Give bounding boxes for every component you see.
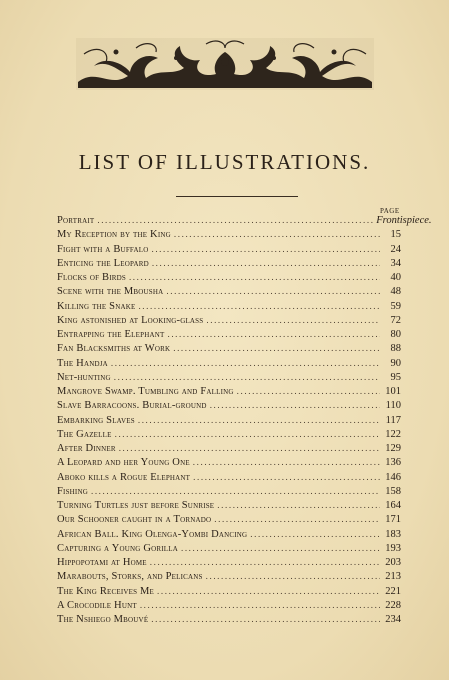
illustration-title: Scene with the Mbousha xyxy=(57,286,164,298)
page-number: 122 xyxy=(385,428,401,440)
page-number: 193 xyxy=(385,542,401,554)
leader-dots xyxy=(174,229,380,239)
list-item xyxy=(57,557,401,571)
illustration-title: Capturing a Young Gorilla xyxy=(57,542,178,554)
list-item xyxy=(57,514,401,528)
page-number: 48 xyxy=(390,286,401,298)
page-number: 228 xyxy=(385,599,401,611)
title-divider-rule xyxy=(176,196,298,197)
list-item xyxy=(57,358,401,372)
leader-dots xyxy=(138,301,380,311)
page-number: 117 xyxy=(385,414,401,426)
illustration-title: A Crocodile Hunt xyxy=(57,599,137,611)
list-item xyxy=(57,272,401,286)
illustration-title: Entrapping the Elephant xyxy=(57,329,165,340)
list-item xyxy=(57,315,401,329)
leader-dots xyxy=(237,386,380,396)
page-number: 101 xyxy=(385,386,401,397)
page-number: 164 xyxy=(385,500,401,511)
leader-dots xyxy=(115,429,380,439)
illustration-title: Fan Blacksmiths at Work xyxy=(57,343,171,355)
page-number: 24 xyxy=(390,243,401,255)
illustration-title: The Handja xyxy=(57,357,108,369)
list-item xyxy=(57,244,401,258)
leader-dots xyxy=(167,329,380,339)
illustration-title: The King Receives Me xyxy=(57,585,155,597)
page-number: 183 xyxy=(385,528,401,540)
leader-dots xyxy=(173,343,380,353)
illustration-title: Enticing the Leopard xyxy=(57,257,149,269)
page-number: 213 xyxy=(385,571,401,583)
illustration-title: Hippopotami at Home xyxy=(57,557,147,568)
list-item xyxy=(57,372,401,386)
leader-dots xyxy=(157,586,380,596)
page-number: 234 xyxy=(385,614,401,625)
illustration-title: The Nshiego Mbouvé xyxy=(57,614,149,625)
page-number: 88 xyxy=(390,343,401,355)
leader-dots xyxy=(97,215,373,225)
list-item xyxy=(57,457,401,471)
leader-dots xyxy=(114,372,380,382)
page-number: 110 xyxy=(385,400,401,412)
list-item xyxy=(57,600,401,614)
leader-dots xyxy=(91,486,380,496)
list-item xyxy=(57,586,401,600)
list-item xyxy=(57,486,401,500)
leader-dots xyxy=(217,500,380,510)
leader-dots xyxy=(151,614,380,624)
page-number: 221 xyxy=(385,585,401,597)
leader-dots xyxy=(210,400,380,410)
page-number: 158 xyxy=(385,485,401,497)
list-item xyxy=(57,329,401,343)
leader-dots xyxy=(193,472,380,482)
illustration-title: Turning Turtles just before Sunrise xyxy=(57,500,215,511)
illustrations-list xyxy=(57,215,432,628)
illustration-title: Flocks of Birds xyxy=(57,272,126,283)
list-item xyxy=(57,286,401,300)
illustration-title: The Gazelle xyxy=(57,428,112,440)
page-number: 15 xyxy=(390,229,401,241)
list-item xyxy=(57,215,432,229)
illustration-title: Our Schooner caught in a Tornado xyxy=(57,514,212,526)
list-item xyxy=(57,258,401,272)
list-item xyxy=(57,343,401,357)
page-number: 34 xyxy=(390,257,401,269)
illustration-title: A Leopard and her Young One xyxy=(57,457,190,469)
leader-dots xyxy=(193,457,380,467)
page-number: 59 xyxy=(390,300,401,312)
list-item xyxy=(57,415,401,429)
list-item xyxy=(57,301,401,315)
leader-dots xyxy=(206,315,380,325)
illustration-title: Mangrove Swamp. Tumbling and Falling xyxy=(57,386,234,397)
illustration-title: Marabouts, Storks, and Pelicans xyxy=(57,571,203,583)
illustration-title: Portrait xyxy=(57,215,95,226)
leader-dots xyxy=(111,358,380,368)
leader-dots xyxy=(152,258,380,268)
page-number: 129 xyxy=(385,443,401,454)
leader-dots xyxy=(138,415,380,425)
list-item xyxy=(57,614,401,628)
illustration-title: King astonished at Looking-glass xyxy=(57,314,204,326)
page-number: Frontispiece. xyxy=(376,215,432,226)
list-item xyxy=(57,543,401,557)
list-item xyxy=(57,472,401,486)
page-number: 203 xyxy=(385,557,401,568)
page-number: 80 xyxy=(390,329,401,340)
list-item xyxy=(57,400,401,414)
illustration-title: Embarking Slaves xyxy=(57,414,135,426)
illustration-title: After Dinner xyxy=(57,443,116,454)
illustration-title: Net-hunting xyxy=(57,371,111,383)
leader-dots xyxy=(166,286,380,296)
leader-dots xyxy=(151,244,380,254)
leader-dots xyxy=(140,600,380,610)
list-item xyxy=(57,429,401,443)
list-item xyxy=(57,443,401,457)
page-number: 90 xyxy=(390,357,401,369)
page-title: LIST OF ILLUSTRATIONS. xyxy=(78,150,371,174)
page-number: 40 xyxy=(390,272,401,283)
leader-dots xyxy=(119,443,380,453)
illustration-title: African Ball. King Olenga-Yombi Dancing xyxy=(57,528,248,540)
page-number: 146 xyxy=(385,471,401,483)
illustration-title: Fight with a Buffalo xyxy=(57,243,149,255)
leader-dots xyxy=(181,543,380,553)
illustration-title: Fishing xyxy=(57,485,88,497)
leader-dots xyxy=(129,272,380,282)
leader-dots xyxy=(214,514,380,524)
list-item xyxy=(57,500,401,514)
list-item xyxy=(57,571,401,585)
leader-dots xyxy=(150,557,380,567)
page-column-header: PAGE xyxy=(380,207,400,215)
illustration-title: Killing the Snake xyxy=(57,300,136,312)
page-number: 72 xyxy=(390,314,401,326)
page-number: 171 xyxy=(385,514,401,526)
leader-dots xyxy=(250,529,380,539)
illustration-title: Slave Barracoons. Burial-ground xyxy=(57,400,207,412)
list-item xyxy=(57,529,401,543)
list-item xyxy=(57,229,401,243)
page-number: 136 xyxy=(385,457,401,469)
page-number: 95 xyxy=(390,371,401,383)
illustration-title: Aboko kills a Rogue Elephant xyxy=(57,471,191,483)
leader-dots xyxy=(206,571,380,581)
decorative-headpiece-ornament xyxy=(76,38,374,90)
list-item xyxy=(57,386,401,400)
illustration-title: My Reception by the King xyxy=(57,229,171,241)
